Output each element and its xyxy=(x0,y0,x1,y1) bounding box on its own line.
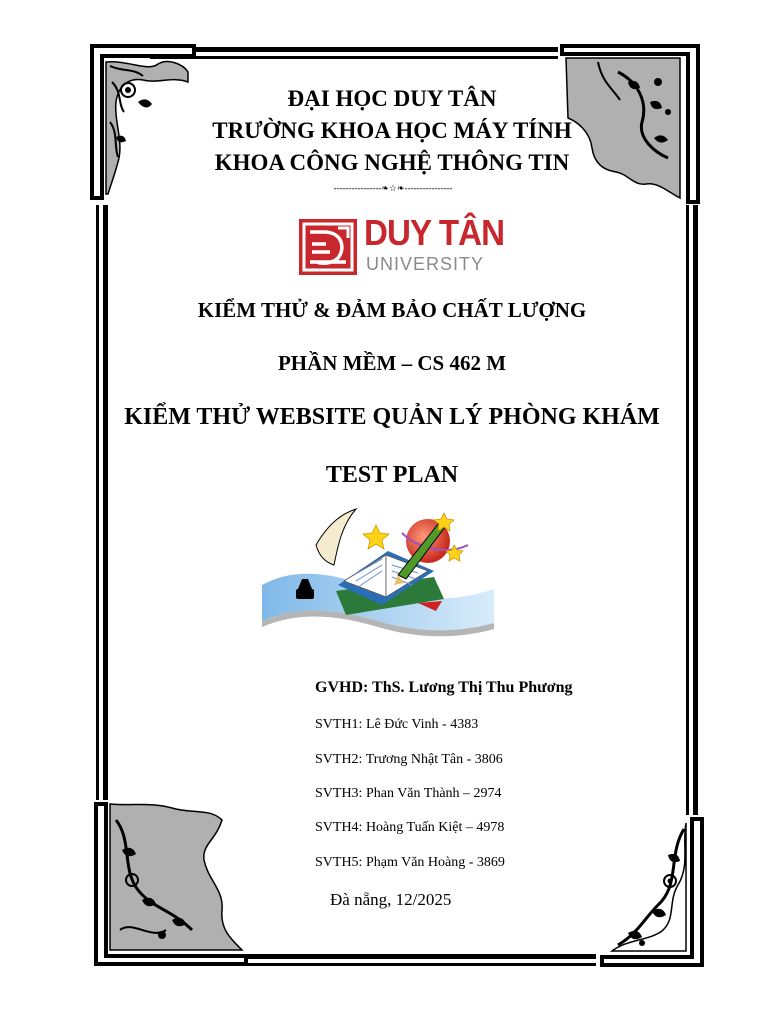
open-book-clipart-icon xyxy=(258,505,498,637)
ornament-bottom-left-icon xyxy=(92,800,252,970)
university-logo xyxy=(298,212,505,278)
document-type: TEST PLAN xyxy=(325,462,459,488)
border-top xyxy=(150,47,558,59)
duy-tan-emblem-icon xyxy=(298,218,358,276)
student-4: SVTH4: Hoàng Tuấn Kiệt – 4978 xyxy=(315,820,505,835)
border-left xyxy=(96,205,108,800)
student-3: SVTH3: Phan Văn Thành – 2974 xyxy=(315,786,502,801)
school-name: TRƯỜNG KHOA HỌC MÁY TÍNH xyxy=(212,118,572,143)
border-bottom xyxy=(246,954,596,966)
course-title-line1: KIỂM THỬ & ĐẢM BẢO CHẤT LƯỢNG xyxy=(197,298,587,322)
university-name: ĐẠI HỌC DUY TÂN xyxy=(287,86,497,111)
logo-subtitle: UNIVERSITY xyxy=(366,254,485,274)
faculty-name: KHOA CÔNG NGHỆ THÔNG TIN xyxy=(214,150,570,175)
project-title: KIỂM THỬ WEBSITE QUẢN LÝ PHÒNG KHÁM xyxy=(124,404,660,430)
student-1: SVTH1: Lê Đức Vinh - 4383 xyxy=(315,717,479,732)
course-title-line2: PHẦN MỀM – CS 462 M xyxy=(277,351,507,375)
supervisor: GVHD: ThS. Lương Thị Thu Phương xyxy=(315,679,573,696)
student-5: SVTH5: Phạm Văn Hoàng - 3869 xyxy=(315,855,505,870)
place-date: Đà nẵng, 12/2025 xyxy=(330,890,452,909)
logo-wordmark: DUY TÂN xyxy=(364,212,505,253)
header-separator: ----------------❧☆❧---------------- xyxy=(333,183,453,193)
student-2: SVTH2: Trương Nhật Tân - 3806 xyxy=(315,752,503,767)
ornament-bottom-right-icon xyxy=(598,815,706,970)
border-right xyxy=(686,205,698,815)
